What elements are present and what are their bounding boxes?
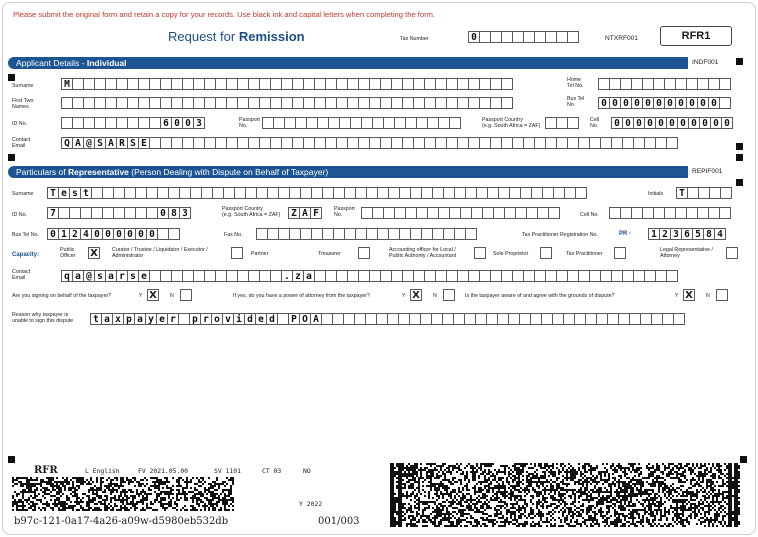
rep-email-field[interactable] xyxy=(61,270,677,282)
char-cell: p xyxy=(189,313,201,325)
char-cell: e xyxy=(58,187,70,199)
question-label: If yes, do you have a power of attorney from the taxpayer? xyxy=(233,293,370,299)
char-cell: Z xyxy=(288,207,300,219)
yes-label: Y xyxy=(675,293,679,299)
char-cell: 4 xyxy=(714,228,726,240)
char-cell xyxy=(673,313,685,325)
char-cell: 0 xyxy=(611,117,623,129)
tp-reg-field[interactable] xyxy=(648,228,725,240)
applicant-section-bar: Applicant Details - Individual xyxy=(8,57,688,69)
char-cell: 0 xyxy=(653,97,665,109)
char-cell: x xyxy=(112,313,124,325)
char-cell: 0 xyxy=(91,228,103,240)
no-label: N xyxy=(433,293,437,299)
char-cell: 8 xyxy=(703,228,715,240)
char-cell xyxy=(501,97,513,109)
cell-field[interactable] xyxy=(611,117,732,129)
char-cell: s xyxy=(127,270,139,282)
id-field[interactable] xyxy=(61,117,204,129)
char-cell: 0 xyxy=(688,117,700,129)
passport-country-field[interactable] xyxy=(545,117,578,129)
char-cell: y xyxy=(145,313,157,325)
char-cell: t xyxy=(80,187,92,199)
yes-checkbox[interactable]: X xyxy=(683,289,695,301)
registration-mark xyxy=(740,456,747,463)
registration-mark xyxy=(8,154,15,161)
char-cell: O xyxy=(299,313,311,325)
char-cell: @ xyxy=(83,137,95,149)
char-cell: 0 xyxy=(710,117,722,129)
footer-sv: SV 1101 xyxy=(214,467,241,475)
no-checkbox[interactable] xyxy=(443,289,455,301)
form-id-box: RFR1 xyxy=(660,26,732,46)
rep-surname-field[interactable] xyxy=(47,187,586,199)
barcode-small xyxy=(12,477,234,511)
char-cell: 0 xyxy=(171,117,183,129)
char-cell xyxy=(666,270,678,282)
char-cell: S xyxy=(94,137,106,149)
char-cell: s xyxy=(69,187,81,199)
char-cell: 0 xyxy=(708,97,720,109)
char-cell: 0 xyxy=(468,31,480,43)
char-cell: E xyxy=(138,137,150,149)
email-label: Contact Email xyxy=(12,137,31,149)
registration-mark xyxy=(8,74,15,81)
capacity-checkbox[interactable] xyxy=(540,247,552,259)
char-cell: 0 xyxy=(697,97,709,109)
no-checkbox[interactable] xyxy=(180,289,192,301)
char-cell: S xyxy=(127,137,139,149)
capacity-option-label: Tax Practitioner xyxy=(566,251,603,257)
passport-country-label: Passport Country (e.g. South Africa = ZAF) xyxy=(482,117,541,129)
char-cell: a xyxy=(101,313,113,325)
char-cell: a xyxy=(72,270,84,282)
rep-cell-field[interactable] xyxy=(609,207,730,219)
char-cell: 4 xyxy=(80,228,92,240)
char-cell xyxy=(168,228,180,240)
rep-initials-label: Initials xyxy=(648,191,664,197)
char-cell: t xyxy=(90,313,102,325)
rep-initials-field[interactable] xyxy=(676,187,731,199)
cell-label: Cell No. xyxy=(590,117,600,129)
surname-label: Surname xyxy=(12,83,34,89)
char-cell: q xyxy=(61,270,73,282)
first-names-label: First Two Names xyxy=(12,98,34,110)
capacity-checkbox[interactable] xyxy=(358,247,370,259)
char-cell: 3 xyxy=(193,117,205,129)
char-cell: . xyxy=(281,270,293,282)
document-guid: b97c-121-0a17-4a26-a09w-d5980eb532db xyxy=(14,516,229,527)
rep-passport-field[interactable] xyxy=(361,207,559,219)
char-cell: 2 xyxy=(69,228,81,240)
char-cell: 0 xyxy=(642,97,654,109)
char-cell: 0 xyxy=(47,228,59,240)
char-cell: e xyxy=(255,313,267,325)
capacity-checkbox[interactable] xyxy=(474,247,486,259)
char-cell: s xyxy=(94,270,106,282)
capacity-option-label: Legal Representative / Attorney xyxy=(660,247,714,259)
char-cell xyxy=(719,97,731,109)
char-cell: 0 xyxy=(633,117,645,129)
passport-label: Passport No. xyxy=(239,117,260,129)
char-cell: 0 xyxy=(677,117,689,129)
capacity-option-label: Accounting officer for Local / Public Authority / Accountant xyxy=(389,247,457,259)
char-cell: 0 xyxy=(675,97,687,109)
char-cell: 0 xyxy=(721,117,733,129)
char-cell: p xyxy=(123,313,135,325)
char-cell xyxy=(719,207,731,219)
char-cell xyxy=(449,117,461,129)
rep-email-label: Contact Email xyxy=(12,269,31,281)
char-cell xyxy=(501,78,513,90)
barcode-2d xyxy=(390,463,740,527)
applicant-section-code: INDF001 xyxy=(692,59,719,66)
question-label: Are you signing on behalf of the taxpayer? xyxy=(12,293,112,299)
char-cell: A xyxy=(310,313,322,325)
tax-number-label: Tax Number xyxy=(400,36,429,42)
registration-mark xyxy=(736,154,743,161)
capacity-option-label: Curator / Trustee / Liquidator / Executor / Administrator xyxy=(112,247,208,259)
registration-mark xyxy=(736,179,743,186)
tax-number-field[interactable] xyxy=(468,31,578,43)
first-names-field[interactable] xyxy=(61,97,512,109)
char-cell: T xyxy=(676,187,688,199)
char-cell: v xyxy=(222,313,234,325)
char-cell: 0 xyxy=(102,228,114,240)
char-cell xyxy=(575,187,587,199)
instruction-text: Please submit the original form and retain a copy for your records. Use black ink and capital letters when completing the form. xyxy=(13,10,436,19)
char-cell: 0 xyxy=(664,97,676,109)
footer-ct: CT 03 xyxy=(262,467,282,475)
page-number: 001/003 xyxy=(318,516,360,527)
char-cell: a xyxy=(134,313,146,325)
rep-bus-tel-field[interactable] xyxy=(47,228,179,240)
home-tel-field[interactable] xyxy=(598,78,730,90)
reason-field[interactable] xyxy=(90,313,684,325)
char-cell: i xyxy=(233,313,245,325)
char-cell: 0 xyxy=(655,117,667,129)
footer-version: FV 2021.05.00 xyxy=(138,467,189,475)
char-cell: d xyxy=(266,313,278,325)
char-cell: Q xyxy=(61,137,73,149)
footer-year: Y 2022 xyxy=(299,500,323,508)
email-field[interactable] xyxy=(61,137,677,149)
yes-label: Y xyxy=(402,293,406,299)
id-label: ID No. xyxy=(12,121,28,127)
char-cell: R xyxy=(116,137,128,149)
char-cell: 0 xyxy=(699,117,711,129)
char-cell: z xyxy=(292,270,304,282)
home-tel-label: Home Tel No. xyxy=(567,77,584,89)
yes-label: Y xyxy=(139,293,143,299)
char-cell: 0 xyxy=(157,207,169,219)
char-cell: 0 xyxy=(609,97,621,109)
bus-tel-field[interactable] xyxy=(598,97,730,109)
char-cell: 6 xyxy=(160,117,172,129)
capacity-checkbox[interactable] xyxy=(614,247,626,259)
char-cell: e xyxy=(138,270,150,282)
capacity-checkbox[interactable] xyxy=(726,247,738,259)
char-cell: 6 xyxy=(681,228,693,240)
capacity-label: Capacity: xyxy=(12,252,40,258)
representative-section-code: REPIF001 xyxy=(692,168,723,175)
passport-field[interactable] xyxy=(262,117,460,129)
char-cell: d xyxy=(244,313,256,325)
footer-form: RFR xyxy=(34,465,58,476)
no-checkbox[interactable] xyxy=(716,289,728,301)
char-cell: 2 xyxy=(659,228,671,240)
char-cell: P xyxy=(288,313,300,325)
footer-language: L English xyxy=(85,467,120,475)
char-cell: A xyxy=(105,137,117,149)
char-cell xyxy=(548,207,560,219)
char-cell: a xyxy=(303,270,315,282)
rep-passport-label: Passport No. xyxy=(334,206,355,218)
char-cell: 0 xyxy=(631,97,643,109)
char-cell: T xyxy=(47,187,59,199)
char-cell xyxy=(720,187,732,199)
rep-passport-country-field[interactable] xyxy=(288,207,321,219)
char-cell: 0 xyxy=(666,117,678,129)
capacity-checkbox[interactable]: X xyxy=(88,247,100,259)
rep-passport-country-label: Passport Country (e.g. South Africa = ZAF) xyxy=(222,206,281,218)
char-cell xyxy=(567,117,579,129)
capacity-option-label: Partner xyxy=(251,251,269,257)
registration-mark xyxy=(736,143,743,150)
char-cell: 1 xyxy=(58,228,70,240)
char-cell xyxy=(567,31,579,43)
yes-checkbox[interactable]: X xyxy=(147,289,159,301)
char-cell: 3 xyxy=(179,207,191,219)
surname-field[interactable] xyxy=(61,78,512,90)
char-cell: 0 xyxy=(124,228,136,240)
char-cell: a xyxy=(105,270,117,282)
char-cell: A xyxy=(299,207,311,219)
char-cell: r xyxy=(116,270,128,282)
registration-mark xyxy=(736,58,743,65)
capacity-option-label: Sole Proprietor xyxy=(493,251,529,257)
form-title: Request for Remission xyxy=(168,29,305,44)
capacity-option-label: Public Officer xyxy=(60,247,76,259)
char-cell: 8 xyxy=(168,207,180,219)
char-cell: @ xyxy=(83,270,95,282)
form-code: NTXRF001 xyxy=(605,35,638,42)
footer-no: NO xyxy=(303,467,311,475)
char-cell: 0 xyxy=(182,117,194,129)
char-cell: 7 xyxy=(47,207,59,219)
capacity-checkbox[interactable] xyxy=(231,247,243,259)
rep-cell-label: Cell No. xyxy=(580,212,599,218)
char-cell: 0 xyxy=(686,97,698,109)
char-cell: 0 xyxy=(598,97,610,109)
char-cell: M xyxy=(61,78,73,90)
char-cell: 0 xyxy=(113,228,125,240)
rep-surname-label: Surname xyxy=(12,191,34,197)
pr-label: PR - xyxy=(619,231,631,237)
rep-bus-tel-label: Bus Tel No. xyxy=(12,232,39,238)
reason-label: Reason why taxpayer is unable to sign this dispute xyxy=(12,312,74,324)
char-cell: 1 xyxy=(648,228,660,240)
char-cell: A xyxy=(72,137,84,149)
char-cell: r xyxy=(200,313,212,325)
question-label: Is the taxpayer aware of and agree with the grounds of dispute? xyxy=(465,293,615,299)
char-cell xyxy=(465,228,477,240)
char-cell xyxy=(666,137,678,149)
tp-reg-label: Tax Practitioner Registration No. xyxy=(522,232,598,238)
char-cell: 3 xyxy=(670,228,682,240)
char-cell: 0 xyxy=(644,117,656,129)
rep-fax-label: Fax No. xyxy=(224,232,243,238)
representative-section-bar: Particulars of Representative (Person Dealing with Dispute on Behalf of Taxpayer) xyxy=(8,166,688,178)
char-cell: 5 xyxy=(692,228,704,240)
char-cell: F xyxy=(310,207,322,219)
yes-checkbox[interactable]: X xyxy=(410,289,422,301)
char-cell: e xyxy=(156,313,168,325)
no-label: N xyxy=(170,293,174,299)
char-cell: r xyxy=(167,313,179,325)
char-cell: 0 xyxy=(620,97,632,109)
no-label: N xyxy=(706,293,710,299)
bus-tel-label: Bus Tel No. xyxy=(567,96,585,108)
char-cell xyxy=(719,78,731,90)
rep-id-label: ID No. xyxy=(12,212,28,218)
capacity-option-label: Treasurer xyxy=(318,251,341,257)
rep-fax-field[interactable] xyxy=(256,228,476,240)
char-cell: o xyxy=(211,313,223,325)
rep-id-field[interactable] xyxy=(47,207,190,219)
registration-mark xyxy=(8,456,15,463)
char-cell: 0 xyxy=(146,228,158,240)
char-cell: 0 xyxy=(622,117,634,129)
char-cell: 0 xyxy=(135,228,147,240)
